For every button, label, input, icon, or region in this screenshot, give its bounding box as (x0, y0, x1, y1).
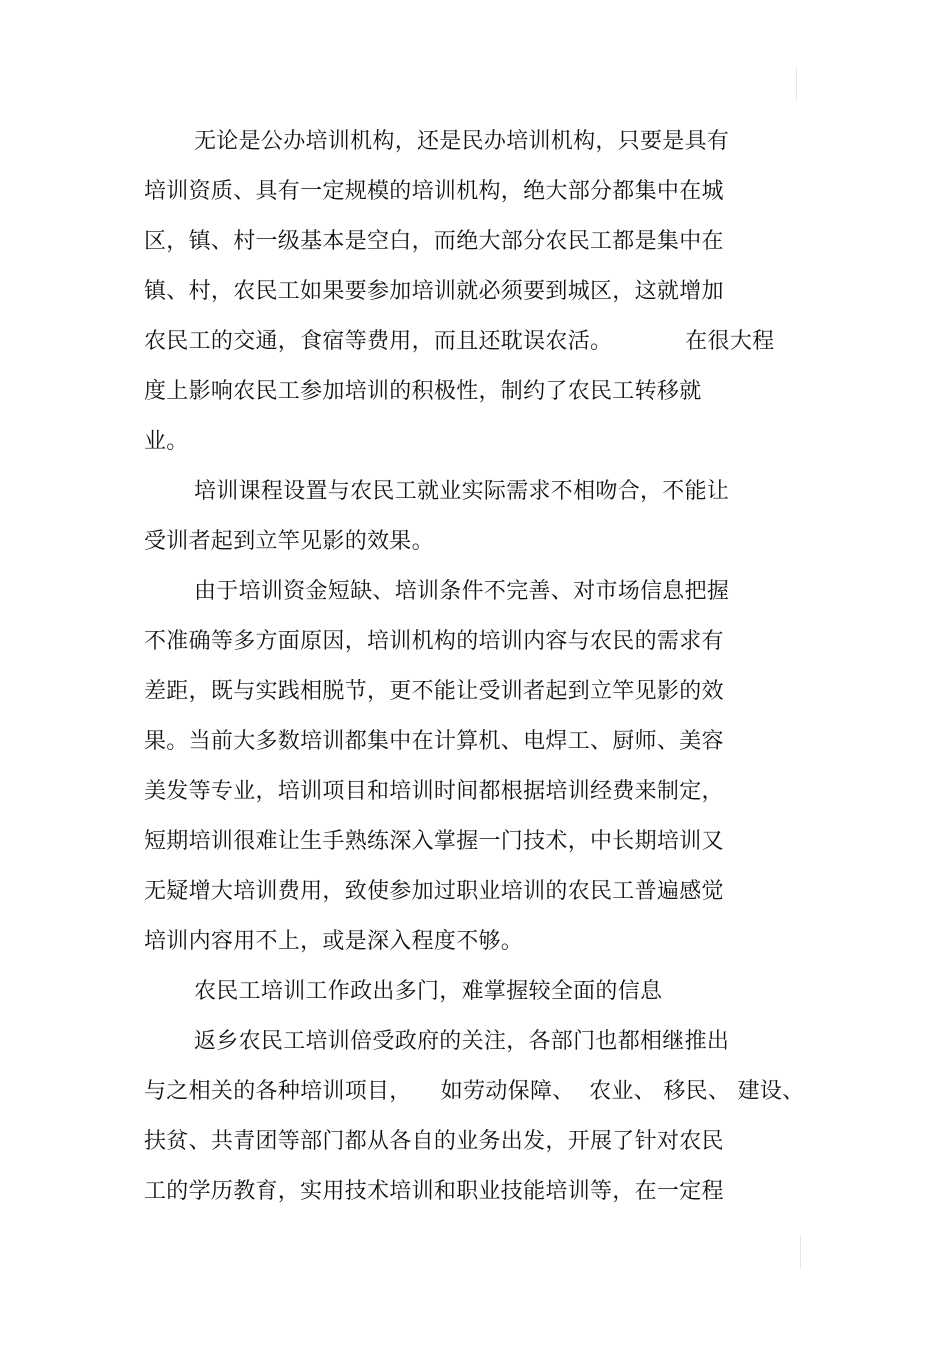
text-line: 返乡农民工培训倍受政府的关注，各部门也都相继推出 (194, 1029, 730, 1054)
text-line: 短期培训很难让生手熟练深入掌握一门技术，中长期培训又 (144, 829, 724, 854)
text-line: 扶贫、共青团等部门都从各自的业务出发，开展了针对农民 (144, 1129, 724, 1154)
text-line: 培训内容用不上，或是深入程度不够。 (144, 929, 524, 954)
text-line: 农民工的交通，食宿等费用，而且还耽误农活。 在很大程 (144, 329, 775, 354)
text-line: 由于培训资金短缺、培训条件不完善、对市场信息把握 (194, 579, 730, 604)
text-line: 镇、村，农民工如果要参加培训就必须要到城区，这就增加 (144, 279, 724, 304)
text-line: 业。 (144, 429, 189, 454)
text-line: 美发等专业，培训项目和培训时间都根据培训经费来制定， (144, 779, 724, 804)
text-line: 区，镇、村一级基本是空白，而绝大部分农民工都是集中在 (144, 229, 724, 254)
text-line: 不准确等多方面原因，培训机构的培训内容与农民的需求有 (144, 629, 724, 654)
text-line: 与之相关的各种培训项目， 如劳动保障、 农业、 移民、 建设、 (144, 1079, 805, 1104)
page-edge-mark-top (796, 68, 797, 100)
text-line: 差距，既与实践相脱节，更不能让受训者起到立竿见影的效 (144, 679, 724, 704)
text-line: 果。当前大多数培训都集中在计算机、电焊工、厨师、美容 (144, 729, 724, 754)
text-line: 无论是公办培训机构，还是民办培训机构，只要是具有 (194, 129, 730, 154)
text-line: 农民工培训工作政出多门，难掌握较全面的信息 (194, 979, 663, 1004)
text-line: 受训者起到立竿见影的效果。 (144, 529, 434, 554)
page-edge-mark-bottom (800, 1236, 801, 1268)
text-line: 培训课程设置与农民工就业实际需求不相吻合，不能让 (194, 479, 730, 504)
text-line: 度上影响农民工参加培训的积极性，制约了农民工转移就 (144, 379, 702, 404)
text-line: 工的学历教育，实用技术培训和职业技能培训等，在一定程 (144, 1179, 724, 1204)
text-line: 无疑增大培训费用，致使参加过职业培训的农民工普遍感觉 (144, 879, 724, 904)
text-line: 培训资质、具有一定规模的培训机构，绝大部分都集中在城 (144, 179, 724, 204)
